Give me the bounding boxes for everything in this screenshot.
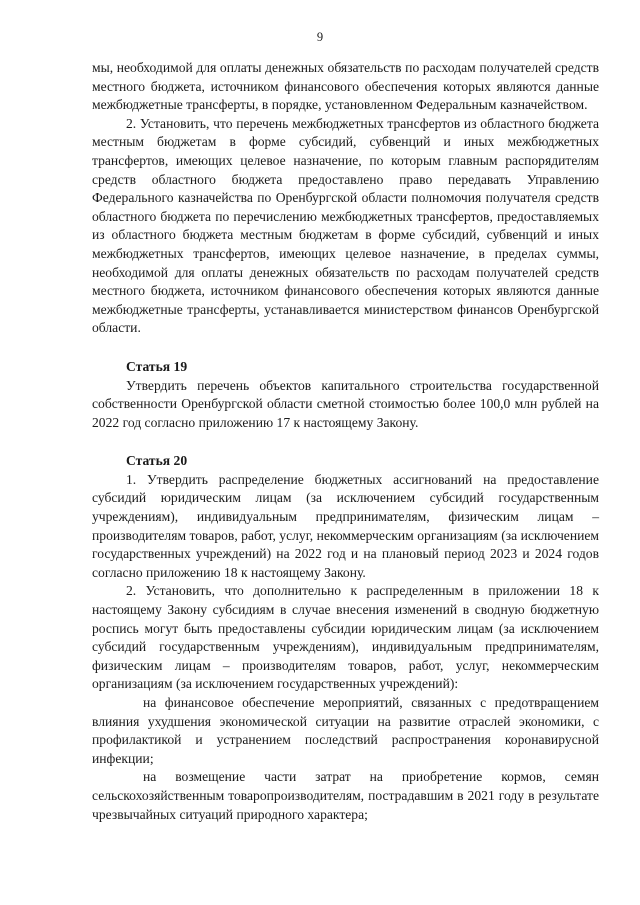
continuation-paragraph: мы, необходимой для оплаты денежных обязательств по расходам получателей средств местного бюджета, источником финансового обеспечения которых являются данные межбюджетные трансферты, в порядке, установленном Федеральным казначейством. — [92, 60, 599, 113]
article-20-heading: Статья 20 — [126, 453, 188, 469]
article-20-item-2: на возмещение части затрат на приобретение кормов, семян сельскохозяйственным товаропроизводителям, пострадавшим в 2021 году в результате чрезвычайных ситуаций природного характера; — [92, 769, 599, 822]
paragraph-2-transfers: 2. Установить, что перечень межбюджетных трансфертов из областного бюджета местным бюджетам в форме субсидий, субвенций и иных межбюджетных трансфертов, имеющих целевое назначение, по которым главным распорядителям средств областного бюджета предоставлено право передавать Управлению Федерального казначейства по Оренбургской области полномочия получателя средств областного бюджета по перечислению межбюджетных трансфертов, предоставляемых из областного бюджета местным бюджетам в форме субсидий, субвенций и иных межбюджетных трансфертов, имеющих целевое назначение, в пределах суммы, необходимой для оплаты денежных обязательств по расходам получателей средств местного бюджета, источником финансового обеспечения которых являются данные межбюджетные трансферты, устанавливается министерством финансов Оренбургской области. — [92, 115, 599, 336]
article-19-heading: Статья 19 — [126, 358, 188, 374]
article-20-item-1: на финансовое обеспечение мероприятий, связанных с предотвращением влияния ухудшения экономической ситуации на развитие отраслей экономики, с профилактикой и устранением последствий распространения коронавирусной инфекции; — [92, 695, 599, 766]
document-body — [92, 59, 599, 824]
page-number: 9 — [316, 30, 324, 44]
article-19-text: Утвердить перечень объектов капитального строительства государственной собственности Оренбургской области сметной стоимостью более 100,0 млн рублей на 2022 год согласно приложению 17 к настоящему Закону. — [92, 377, 599, 430]
article-20-paragraph-1: 1. Утвердить распределение бюджетных ассигнований на предоставление субсидий юридическим лицам (за исключением субсидий государственным учреждениям), индивидуальным предпринимателям, физическим лицам – производителям товаров, работ, услуг, некоммерческим организациям (за исключением государственных учреждений) на 2022 год и на плановый период 2023 и 2024 годов согласно приложению 18 к настоящему Закону. — [92, 471, 599, 580]
article-20-paragraph-2: 2. Установить, что дополнительно к распределенным в приложении 18 к настоящему Закону субсидиям в случае внесения изменений в сводную бюджетную роспись могут быть предоставлены субсидии юридическим лицам (за исключением субсидий государственным учреждениям), индивидуальным предпринимателям, физическим лицам – производителям товаров, работ, услуг, некоммерческим организациям (за исключением государственных учреждений): — [92, 583, 599, 692]
